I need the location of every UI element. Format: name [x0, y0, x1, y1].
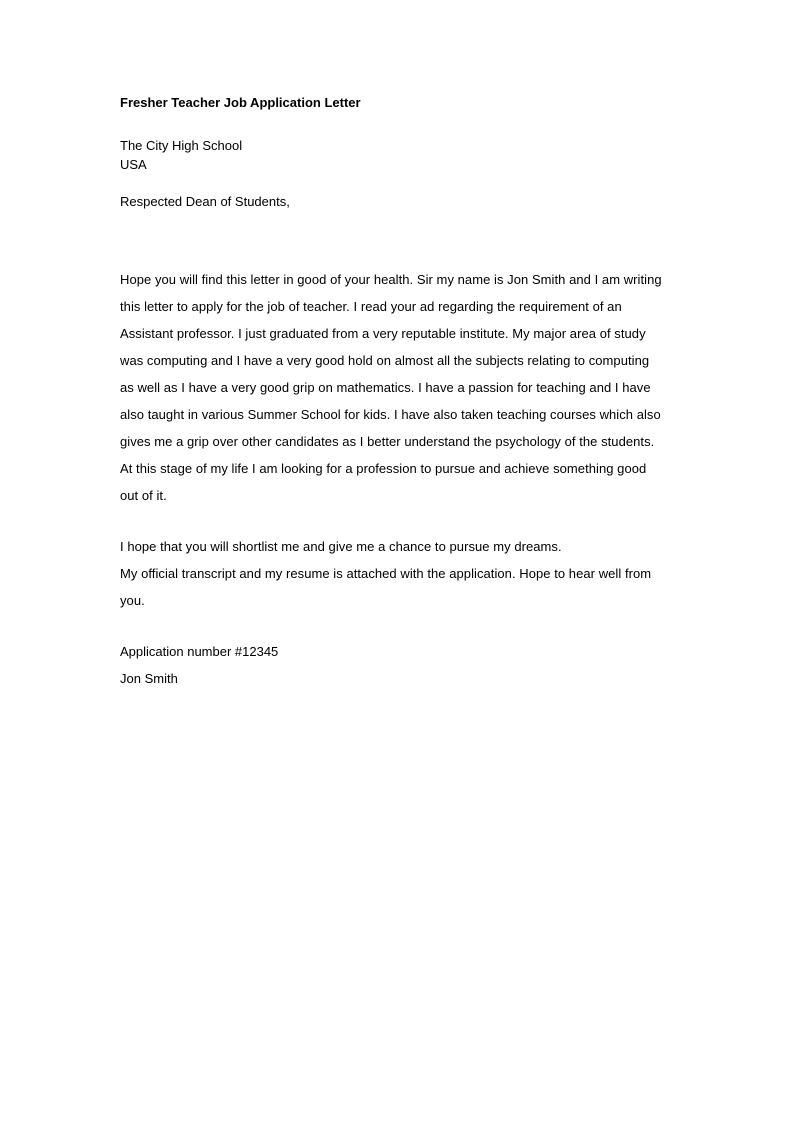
paragraph-1-line: this letter to apply for the job of teacher. I read your ad regarding the requirement of an [120, 299, 622, 314]
application-number: Application number #12345 [120, 644, 279, 659]
document-title: Fresher Teacher Job Application Letter [120, 95, 361, 110]
recipient-name: The City High School [120, 138, 243, 153]
paragraph-1-line: was computing and I have a very good hold on almost all the subjects relating to computing [120, 353, 650, 368]
paragraph-1-line: as well as I have a very good grip on mathematics. I have a passion for teaching and I have [120, 380, 651, 395]
recipient-country: USA [120, 157, 147, 172]
signature-name: Jon Smith [120, 671, 178, 686]
paragraph-2-line: I hope that you will shortlist me and give me a chance to pursue my dreams. [120, 539, 562, 554]
paragraph-2-line: My official transcript and my resume is attached with the application. Hope to hear well from [120, 566, 652, 581]
paragraph-2-line: you. [120, 593, 145, 608]
paragraph-1-line: out of it. [120, 488, 167, 503]
salutation: Respected Dean of Students, [120, 194, 290, 209]
paragraph-1-line: gives me a grip over other candidates as I better understand the psychology of the students. [120, 434, 655, 449]
paragraph-1-line: also taught in various Summer School for kids. I have also taken teaching courses which also [120, 407, 661, 422]
paragraph-1-line: At this stage of my life I am looking for a profession to pursue and achieve something good [120, 461, 647, 476]
paragraph-1-line: Assistant professor. I just graduated from a very reputable institute. My major area of study [120, 326, 646, 341]
paragraph-1-line: Hope you will find this letter in good of your health. Sir my name is Jon Smith and I am writing [120, 272, 662, 287]
